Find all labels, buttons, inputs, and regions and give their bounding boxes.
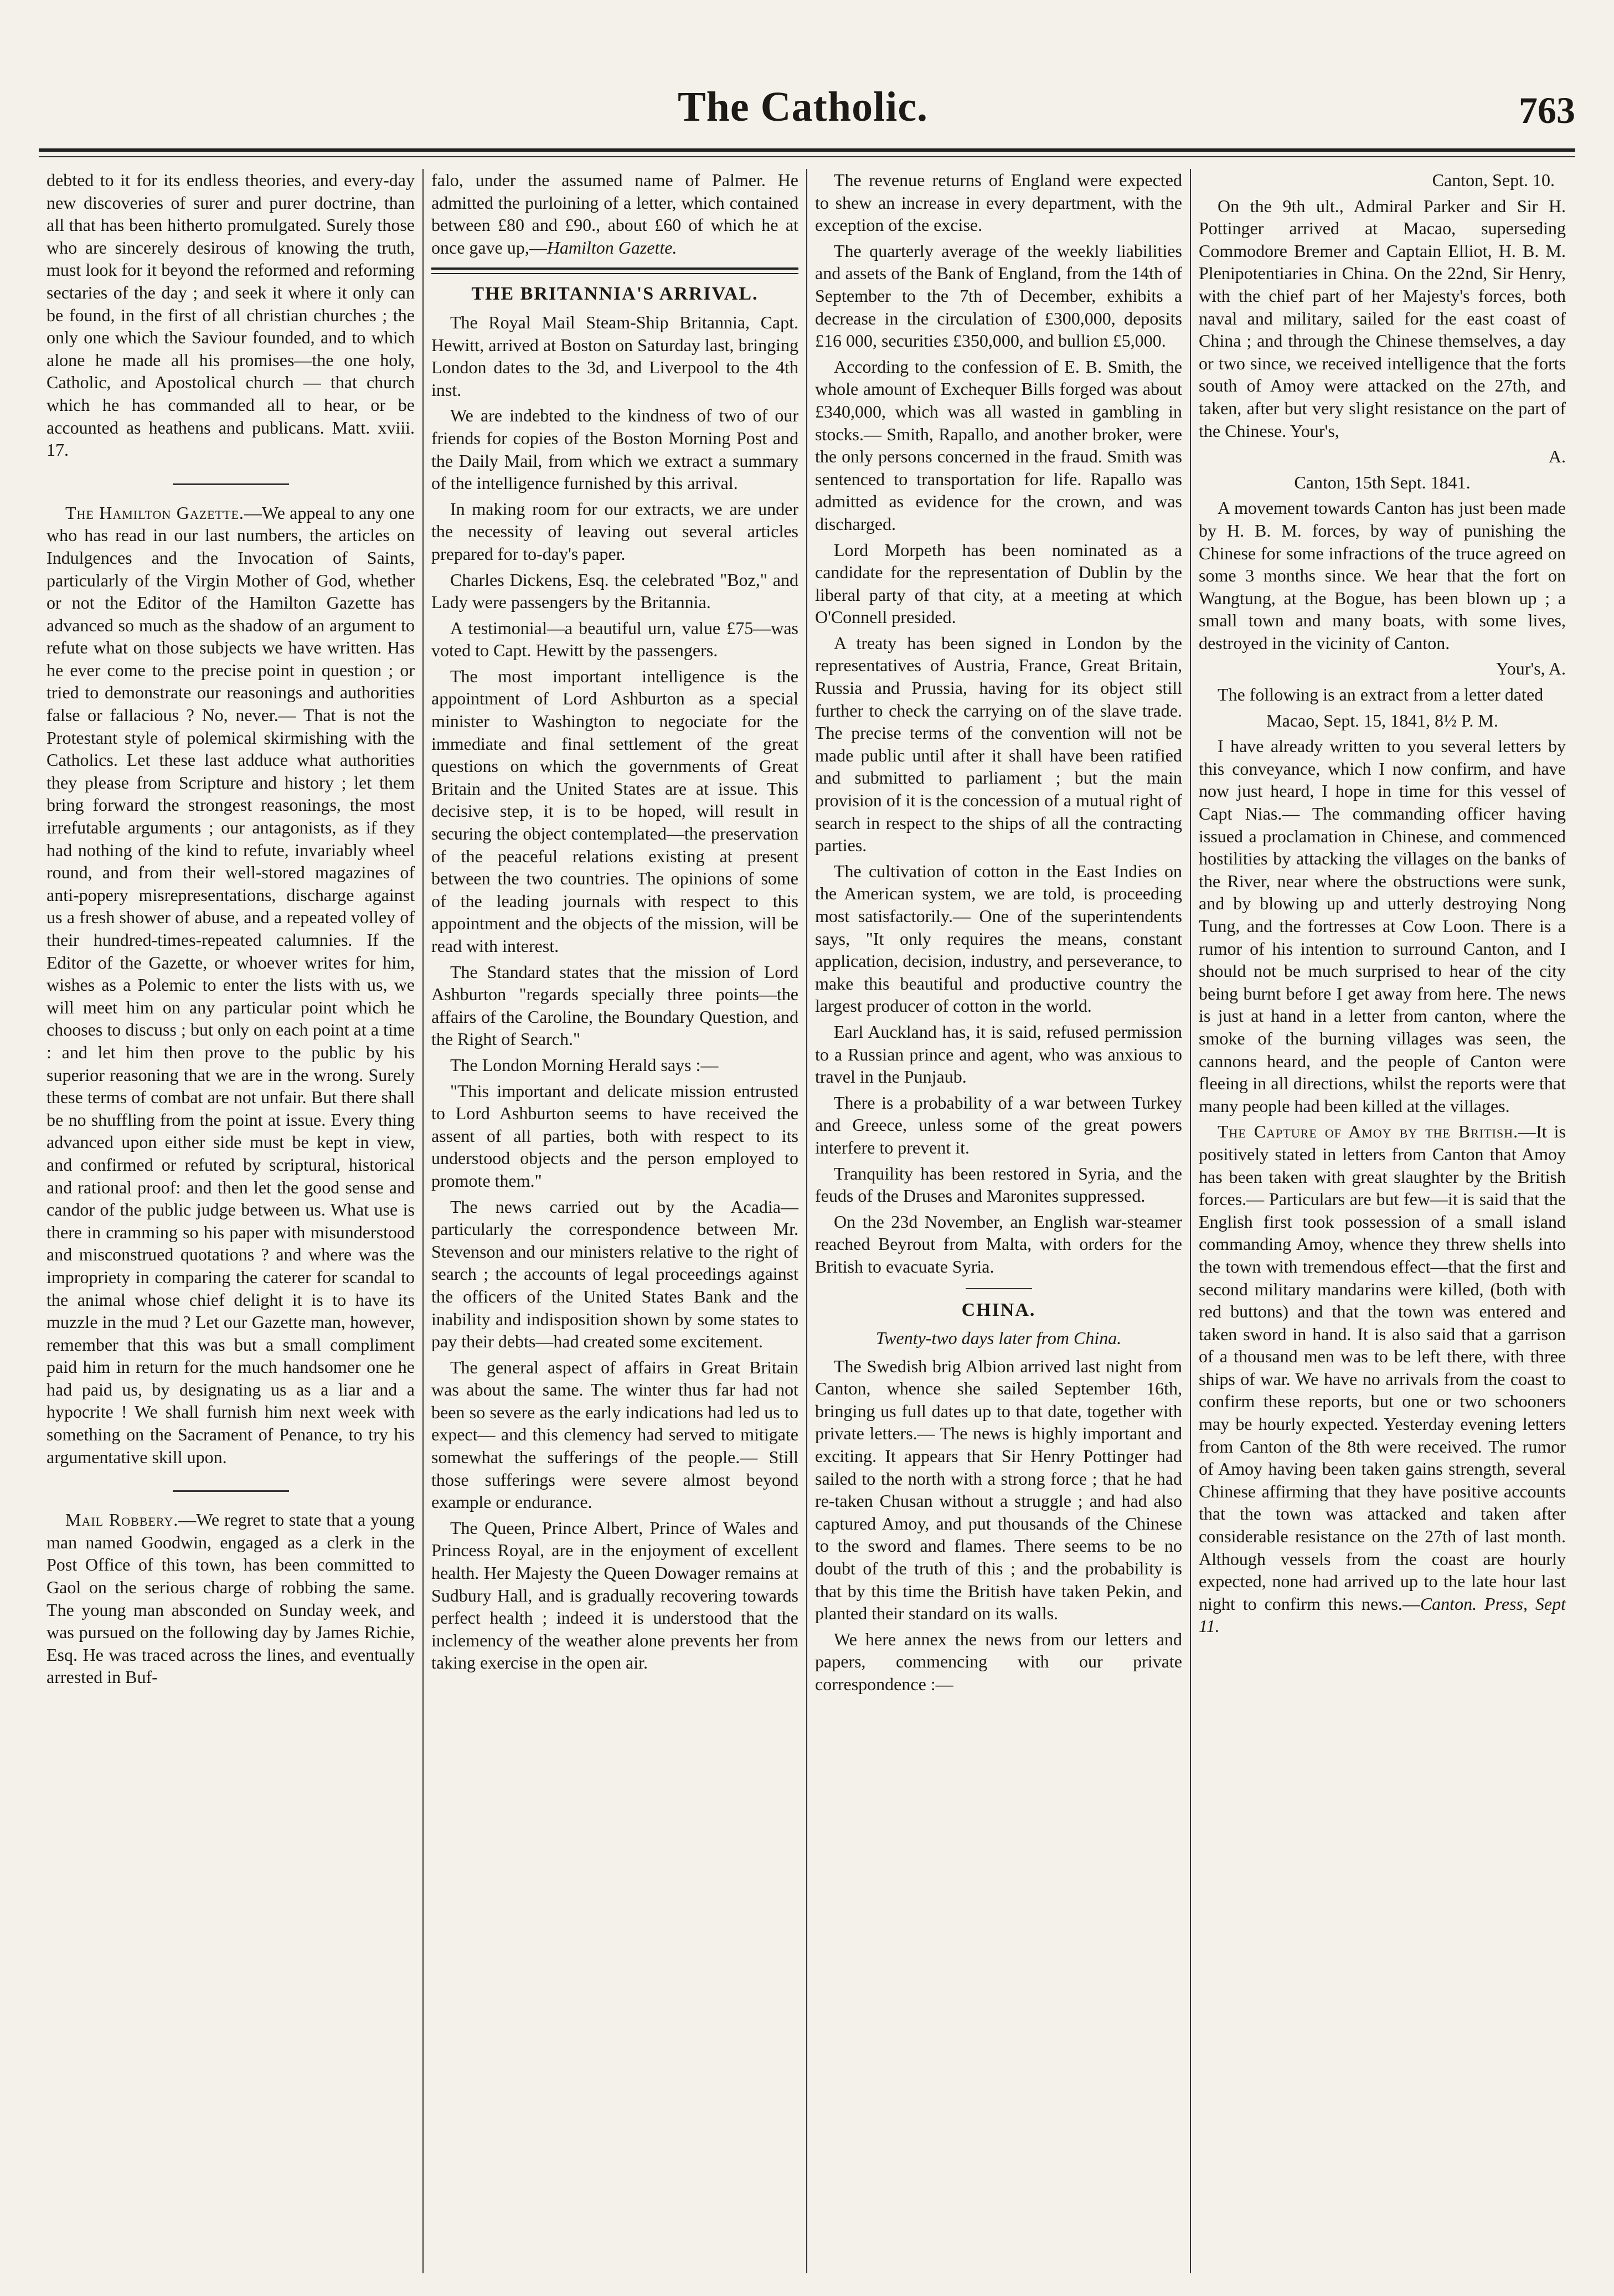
paragraph: The general aspect of affairs in Great Britain was about the same. The winter thus far had not been so severe as the early indications had led us to expect— and this clemency had served to mitigate somewhat the sufferings of the people.— Still those sufferings were severe almost beyond example or endurance. <box>431 1357 798 1512</box>
dateline: Macao, Sept. 15, 1841, 8½ P. M. <box>1266 710 1498 730</box>
article-subhead: Twenty-two days later from China. <box>875 1328 1122 1348</box>
paragraph: We are indebted to the kindness of two of our friends for copies of the Boston Morning Post and the Daily Mail, from which we extract a summary of the intelligence furnished by this arrival. <box>431 405 798 493</box>
paragraph: On the 23d November, an English war-steamer reached Beyrout from Malta, with orders for the British to evacuate Syria. <box>815 1211 1182 1276</box>
article-headline: THE BRITANNIA'S ARRIVAL. <box>471 284 759 305</box>
dateline: Canton, Sept. 10. <box>1432 170 1555 190</box>
paragraph: The Royal Mail Steam-Ship Britannia, Capt. Hewitt, arrived at Boston on Saturday last, bringing London dates to the 3d, and Liverpool to the 4th inst. <box>431 312 798 400</box>
paragraph <box>47 1509 415 1688</box>
paragraph <box>1199 1120 1566 1638</box>
paragraph: Charles Dickens, Esq. the celebrated "Boz," and Lady were passengers by the Britannia. <box>431 569 798 612</box>
paragraph: The cultivation of cotton in the East Indies on the American system, we are told, is proceeding most satisfactorily.— One of the superintendents says, "It only requires the means, constant application, decision, industry, and perseverance, to make this beautiful and productive country the largest producer of cotton in the world. <box>815 861 1182 1016</box>
paragraph: There is a probability of a war between Turkey and Greece, unless some of the great powers interfere to prevent it. <box>815 1092 1182 1157</box>
header-rule-thin <box>39 156 1575 157</box>
paragraph: We here annex the news from our letters and papers, commencing with our private correspondence :— <box>815 1629 1182 1694</box>
signature: Your's, A. <box>1496 658 1566 679</box>
paragraph: The news carried out by the Acadia— particularly the correspondence between Mr. Stevenson and our ministers relative to the right of search ; the accounts of legal proceedings against the officers of the United States Bank and the inability and indisposition shown by some states to pay their debts—had created some excitement. <box>431 1196 798 1352</box>
paragraph: debted to it for its endless theories, and every-day new discoveries of surer and purer doctrine, than all that has been hitherto promulgated. Surely those who are sincerely desirous of knowing the truth, must look for it beyond the reformed and reforming sectaries of the day ; and seek it where it only can be found, in the first of all christian churches ; the only one which the Saviour founded, and to which alone he made all his promises—the one holy, Catholic, and Apostolical church — that church which he has commanded all to hear, or be accounted as heathens and publicans. Matt. xviii. 17. <box>47 170 415 460</box>
source-credit: Canton. Press, Sept 11. <box>1199 1593 1566 1636</box>
section-separator <box>173 1490 289 1492</box>
column-1 <box>39 169 422 2273</box>
paragraph: A treaty has been signed in London by the representatives of Austria, France, Great Britain, Russia and Prussia, having for its object still further to check the carrying on of the slave trade. The precise terms of the convention will not be made public until after it shall have been ratified and submitted to parliament ; but the main provision of it is the concession of a mutual right of search in respect to the ships of all the contracting parties. <box>815 632 1182 856</box>
paragraph: The following is an extract from a letter dated <box>1218 684 1544 705</box>
signature: A. <box>1548 446 1566 467</box>
paragraph: Earl Auckland has, it is said, refused permission to a Russian prince and agent, who was anxious to travel in the Punjaub. <box>815 1021 1182 1087</box>
paragraph: The Standard states that the mission of Lord Ashburton "regards specially three points—the affairs of the Caroline, the Boundary Question, and the Right of Search." <box>431 961 798 1049</box>
section-separator <box>173 483 289 485</box>
column-2 <box>422 169 806 2273</box>
section-separator <box>966 1288 1032 1289</box>
paragraph: A testimonial—a beautiful urn, value £75—was voted to Capt. Hewitt by the passengers. <box>431 617 798 661</box>
header-rule-thick <box>39 148 1575 152</box>
paragraph: The revenue returns of England were expected to shew an increase in every department, with the exception of the excise. <box>815 170 1182 235</box>
paragraph <box>47 502 415 1469</box>
column-3 <box>806 169 1190 2273</box>
article-headline: CHINA. <box>961 1299 1036 1320</box>
page-header <box>0 0 1614 144</box>
paragraph: On the 9th ult., Admiral Parker and Sir H. Pottinger arrived at Macao, superseding Commodore Bremer and Captain Elliot, H. B. M. Plenipotentiaries in China. On the 22nd, Sir Henry, with the chief part of her Majesty's forces, both naval and military, sailed for the east coast of China ; and through the Chinese themselves, a day or two since, we received intelligence that the forts south of Amoy were attacked on the 27th, and taken, after but very slight resistance on the part of the Chinese. Your's, <box>1199 195 1566 441</box>
paragraph: I have already written to you several letters by this conveyance, which I now confirm, and have now just heard, I hope in time for this vessel of Capt Nias.— The commanding officer having issued a proclamation in Chinese, and commenced hostilities by attacking the villages on the banks of the River, near where the obstructions were sunk, and by blowing up and utterly destroying Nong Tung, and the fortresses at Cow Loon. There is a rumor of his intention to surround Canton, and I should not be much surprised to hear of the city being burnt before I get away from here. The news is just at hand in a letter from canton, where the smoke of the burning villages was seen, the cannons heard, and the people of Canton were fleeing in all directions, whilst the reports were that many people had been killed at the villages. <box>1199 736 1566 1116</box>
paragraph: Tranquility has been restored in Syria, and the feuds of the Druses and Maronites suppressed. <box>815 1163 1182 1206</box>
source-credit: Hamilton Gazette. <box>546 237 677 258</box>
paragraph: The quarterly average of the weekly liabilities and assets of the Bank of England, from the 14th of September to the 7th of December, exhibits a decrease in the circulation of £300,000, deposits £16 000, securities £350,000, and bullion £5,000. <box>815 240 1182 351</box>
paragraph-body: falo, under the assumed name of Palmer. He admitted the purloining of a letter, which contained between £80 and £90., about £60 of which he at once gave up,— <box>431 170 798 258</box>
paragraph: Lord Morpeth has been nominated as a candidate for the representation of Dublin by the liberal party of that city, at a meeting at which O'Connell presided. <box>815 539 1182 627</box>
lead-in-title: The Hamilton Gazette. <box>65 502 244 523</box>
lead-in-title: Mail Robbery. <box>65 1510 179 1530</box>
lead-in-title: The Capture of Amoy by the British. <box>1218 1121 1519 1142</box>
article-columns <box>39 169 1575 2273</box>
paragraph: "This important and delicate mission entrusted to Lord Ashburton seems to have received the assent of all parties, both with respect to its understood objects and the person employed to promote them." <box>431 1080 798 1191</box>
headline-rule <box>431 267 798 274</box>
paragraph: The most important intelligence is the appointment of Lord Ashburton as a special minister to Washington to negociate for the immediate and final settlement of the great questions on which the governments of Great Britain and the United States are at issue. This decisive step, it is to be hoped, will result in securing the object contemplated—the preservation of the peaceful relations existing at present between the two countries. The opinions of some of the leading journals with respect to this appointment and the objects of the mission, will be read with interest. <box>431 666 798 956</box>
paragraph: In making room for our extracts, we are under the necessity of leaving out several articles prepared for to-day's paper. <box>431 498 798 564</box>
dateline: Canton, 15th Sept. 1841. <box>1294 472 1471 492</box>
page-number: 763 <box>1519 89 1575 131</box>
paragraph: The Queen, Prince Albert, Prince of Wales and Princess Royal, are in the enjoyment of excellent health. Her Majesty the Queen Dowager remains at Sudbury Hall, and is gradually recovering towards perfect health ; indeed it is understood that the inclemency of the weather alone prevents her from taking exercise in the open air. <box>431 1517 798 1673</box>
page-title: The Catholic. <box>677 84 929 130</box>
paragraph-body: —It is positively stated in letters from Canton that Amoy has been taken with great slaughter by the British forces.— Particulars are but few—it is said that the English first took possession of a small island commanding Amoy, whence they threw shells into the town with tremendous effect—that the first and second military mandarins were killed, (both with red buttons) and that the town was entered and taken sword in hand. It is also said that a garrison of a thousand men was to be left there, with three ships of war. We have no arrivals from the coast to confirm these reports, but one or two schooners may be hourly expected. Yesterday evening letters from Canton of the 8th were received. The rumor of Amoy having been taken gains strength, several Chinese affirming that they have positive accounts that the town was attacked and taken after considerable resistance on the 27th of last month. Although vessels from the coast are hourly expected, none had arrived up to the late hour last night to confirm this news.— <box>1199 1121 1566 1614</box>
paragraph: According to the confession of E. B. Smith, the whole amount of Exchequer Bills forged was about £340,000, which was all wasted in gambling in stocks.— Smith, Rapallo, and another broker, were the only persons concerned in the fraud. Smith was sentenced to transportation for life. Rapallo was admitted as evidence for the crown, and was discharged. <box>815 356 1182 534</box>
paragraph: A movement towards Canton has just been made by H. B. M. forces, by way of punishing the Chinese for some infractions of the truce agreed on some 3 months since. We hear that the fort on Wangtung, at the Bogue, has been blown up ; a small town and many boats, with some lives, destroyed in the vicinity of Canton. <box>1199 498 1566 653</box>
paragraph: The Swedish brig Albion arrived last night from Canton, whence she sailed September 16th, bringing us full dates up to that date, together with private letters.— The news is highly important and exciting. It appears that Sir Henry Pottinger had sailed to the north with a strong force ; that he had re-taken Chusan without a struggle ; and had also captured Amoy, and put thousands of the Chinese to the sword and flames. There seems to be no doubt of the truth of this ; and the probability is that by this time the British have taken Pekin, and planted their standard on its walls. <box>815 1356 1182 1624</box>
paragraph: The London Morning Herald says :— <box>450 1054 719 1075</box>
paragraph-body: —We regret to state that a young man named Goodwin, engaged as a clerk in the Post Office of this town, has been committed to Gaol on the serious charge of robbing the same. The young man absconded on Sunday week, and was pursued on the following day by James Richie, Esq. He was traced across the lines, and eventually arrested in Buf- <box>47 1510 415 1687</box>
column-4 <box>1190 169 1574 2273</box>
paragraph-body: —We appeal to any one who has read in our last numbers, the articles on Indulgences and the Invocation of Saints, particularly of the Virgin Mother of God, whether or not the Editor of the Hamilton Gazette has advanced so much as the shadow of an argument to refute what on those subjects we have written. Has he ever come to the precise point in question ; or tried to demonstrate our reasonings and authorities false or fallacious ? No, never.— That is not the Protestant style of polemical skirmishing with the Catholics. Let these last adduce what authorities they please from Scripture and history ; let them bring forward the strongest reasonings, the most irrefutable arguments ; our antagonists, as if they had nothing of the kind to refute, invariably wheel round, and from their well-stored magazines of anti-popery misrepresentations, discharge against us a fresh shower of abuse, and a repeated volley of their hundred-times-repeated calumnies. If the Editor of the Gazette, or whoever writes for him, wishes as a Polemic to enter the lists with us, we will meet him on any particular point which he chooses to discuss ; but only on each point at a time : and let him then prove to the public by his superior reasoning that we are in the wrong. Surely these terms of combat are not unfair. But there shall be no shuffling from the point at issue. Every thing advanced upon either side must be kept in view, and confirmed or refuted by scriptural, historical and rational proof: and then let the good sense and candor of the public judge between us. What use is there in cramming so his paper with misunderstood and misconstrued quotations ? and where was the impropriety in comparing the caterer for scandal to the animal whose chief delight it is to have its muzzle in the mud ? Let our Gazette man, however, remember that this was but a small compliment paid him in return for the much handsomer one he had paid us, by designating us as a liar and a hypocrite ! We shall furnish him next week with something on the Sacrament of Penance, to try his argumentative skill upon. <box>47 502 415 1467</box>
paragraph <box>431 169 798 259</box>
